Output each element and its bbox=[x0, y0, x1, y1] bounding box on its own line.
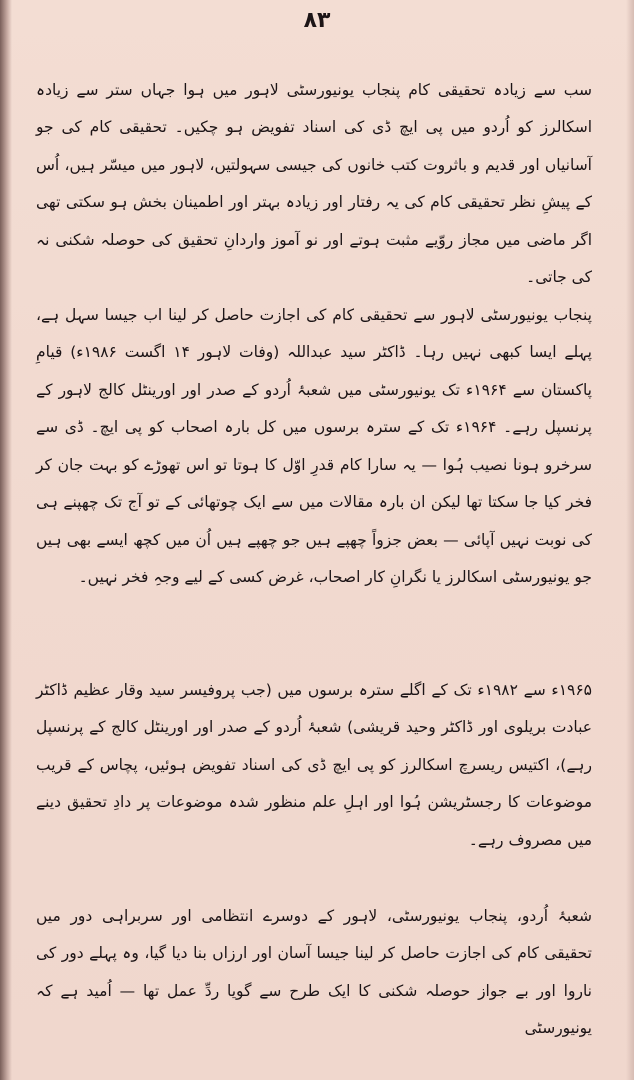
paragraph-3: ۱۹۶۵ء سے ۱۹۸۲ء تک کے اگلے سترہ برسوں میں (جب پروفیسر سید وقار عظیم ڈاکٹر عبادت بریلوی اور ڈاکٹر وحید قریشی) شعبۂ اُردو کے صدر اور اورینٹل کالج کے پرنسپل رہے)، اکتیس ریسرچ اسکالرز کو پی ایچ ڈی کی اسناد تفویض ہوئیں، پچاس کے قریب موضوعات کا رجسٹریشن ہُوا اور اہلِ علم منظور شدہ موضوعات پر دادِ تحقیق دینے میں مصروف رہے۔ bbox=[36, 680, 592, 849]
page-binding-shadow bbox=[0, 0, 12, 1080]
page-edge bbox=[626, 0, 634, 1080]
paragraph-1: سب سے زیادہ تحقیقی کام پنجاب یونیورسٹی لاہور میں ہوا جہاں ستر سے زیادہ اسکالرز کو اُردو میں پی ایچ ڈی کی اسناد تفویض ہو چکیں۔ تحقیقی کام کی جو آسانیاں اور قدیم و باثروت کتب خانوں کی جیسی سہولتیں، لاہور میں میسّر ہیں، اُس کے پیشِ نظر تحقیقی کام کی یہ رفتار اور زیادہ بہتر اور اطمینان بخش ہو سکتی تھی اگر ماضی میں مجاز روّیے مثبت ہوتے اور نو آموز واردانِ تحقیق کی حوصلہ شکنی نہ کی جاتی۔ bbox=[36, 80, 592, 286]
paragraph-2: پنجاب یونیورسٹی لاہور سے تحقیقی کام کی اجازت حاصل کر لینا اب جیسا سہل ہے، پہلے ایسا کبھی نہیں رہا۔ ڈاکٹر سید عبداللہ (وفات لاہور ۱۴ اگست ۱۹۸۶ء) قیامِ پاکستان سے ۱۹۶۴ء تک یونیورسٹی میں شعبۂ اُردو کے صدر اور اورینٹل کالج لاہور کے پرنسپل رہے۔ ۱۹۶۴ء تک کے سترہ برسوں میں کل بارہ اصحاب کو پی ایچ۔ ڈی سے سرخرو ہونا نصیب ہُوا — یہ سارا کام قدرِ اوّل کا ہوتا تو اس تھوڑے کو بہت جان کر فخر کیا جا سکتا تھا لیکن ان بارہ مقالات میں سے ایک چوتھائی کے تو آج تک چھپنے ہی کی نوبت نہیں آپائی — بعض جزواً چھپے ہیں جو چھپے ہیں اُن میں کچھ ایسے بھی ہیں جو یونیورسٹی اسکالرز یا نگرانِ کار اصحاب، غرض کسی کے لیے وجہِ فخر نہیں۔ bbox=[36, 305, 593, 586]
paragraph-4: شعبۂ اُردو، پنجاب یونیورسٹی، لاہور کے دوسرے انتظامی اور سربراہی دور میں تحقیقی کام کی اجازت حاصل کر لینا جیسا آسان اور ارزاں بنا دیا گیا، وہ پہلے دور کی ناروا اور بے جواز حوصلہ شکنی کا ایک طرح سے گویا ردِّ عمل تھا — اُمید ہے کہ یونیورسٹی bbox=[36, 906, 592, 1037]
page-number: ۸۳ bbox=[303, 8, 331, 33]
